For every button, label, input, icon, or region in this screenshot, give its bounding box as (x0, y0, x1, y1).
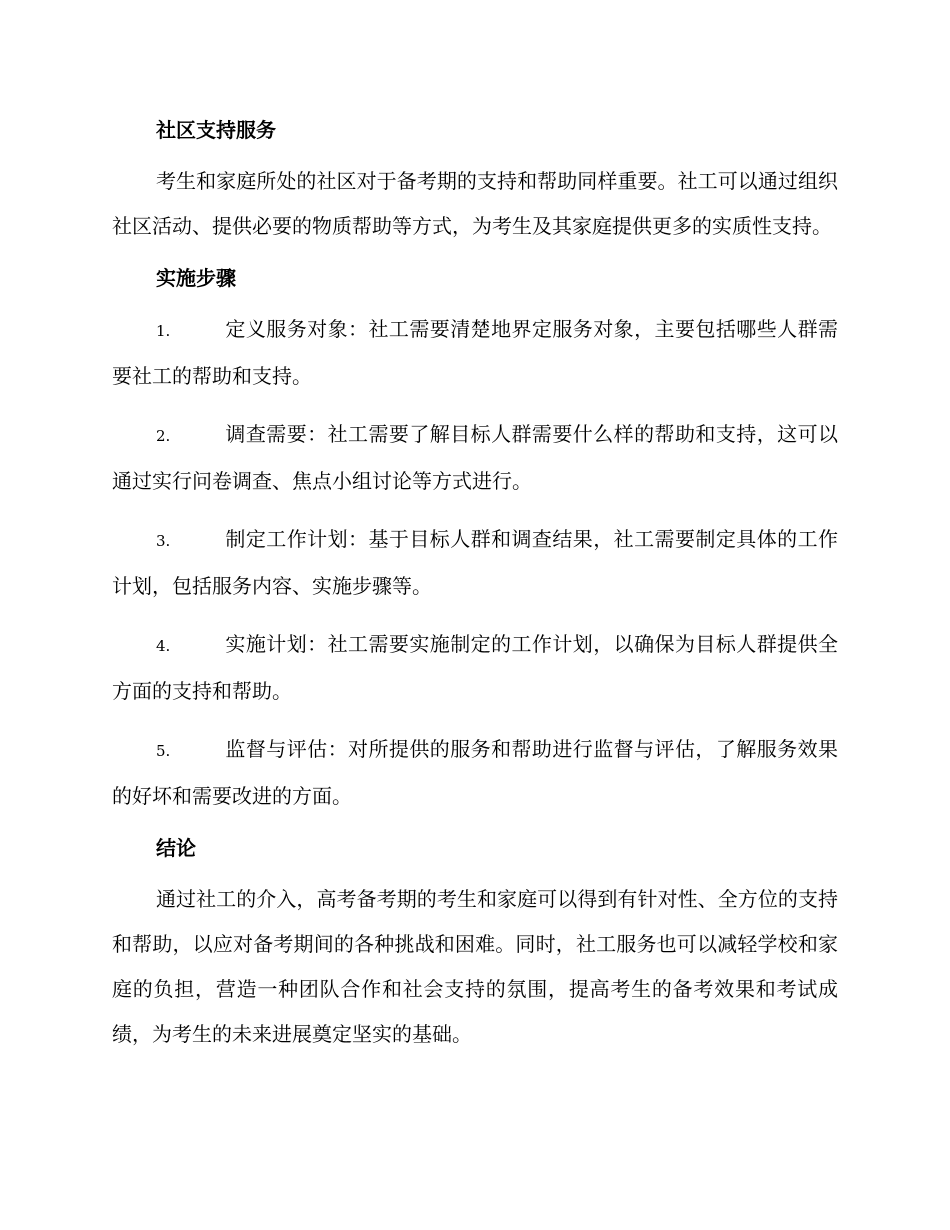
list-item-text: 定义服务对象：社工需要清楚地界定服务对象，主要包括哪些人群需要社工的帮助和支持。 (112, 317, 838, 388)
list-item-text: 实施计划：社工需要实施制定的工作计划，以确保为目标人群提供全方面的支持和帮助。 (112, 632, 838, 703)
list-item (112, 517, 838, 609)
list-number: 1. (156, 322, 171, 340)
list-item (112, 412, 838, 504)
section-heading-steps: 实施步骤 (156, 266, 236, 290)
section-heading-community: 社区支持服务 (156, 118, 276, 142)
community-paragraph: 考生和家庭所处的社区对于备考期的支持和帮助同样重要。社工可以通过组织社区活动、提供必要的物质帮助等方式，为考生及其家庭提供更多的实质性支持。 (112, 169, 838, 238)
list-item (112, 622, 838, 714)
list-number: 5. (156, 742, 171, 760)
list-item-text: 监督与评估：对所提供的服务和帮助进行监督与评估，了解服务效果的好坏和需要改进的方面。 (112, 737, 838, 808)
section-heading-conclusion: 结论 (156, 836, 196, 860)
list-number: 4. (156, 637, 171, 655)
list-number: 3. (156, 532, 171, 550)
list-item-text: 调查需要：社工需要了解目标人群需要什么样的帮助和支持，这可以通过实行问卷调查、焦点小组讨论等方式进行。 (112, 422, 838, 493)
conclusion-paragraph: 通过社工的介入，高考备考期的考生和家庭可以得到有针对性、全方位的支持和帮助，以应对备考期间的各种挑战和困难。同时，社工服务也可以减轻学校和家庭的负担，营造一种团队合作和社会支持的氛围，提高考生的备考效果和考试成绩，为考生的未来进展奠定坚实的基础。 (112, 887, 838, 1046)
list-number: 2. (156, 427, 171, 445)
list-item-text: 制定工作计划：基于目标人群和调查结果，社工需要制定具体的工作计划，包括服务内容、实施步骤等。 (112, 527, 838, 598)
list-item (112, 727, 838, 819)
list-item (112, 307, 838, 399)
